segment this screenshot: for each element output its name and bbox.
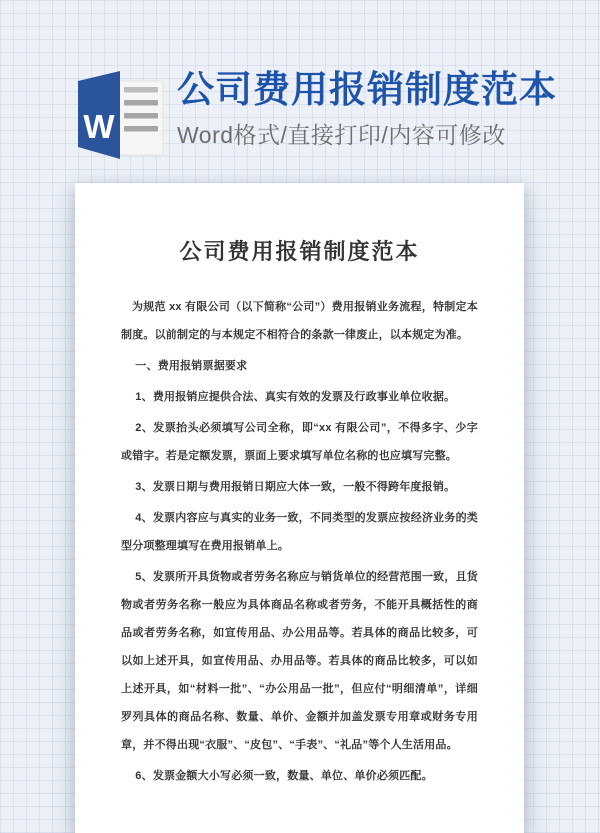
sheet-line	[124, 100, 158, 106]
document-page	[75, 183, 524, 833]
document-paragraph-4: 2、发票抬头必须填写公司全称，即“xx 有限公司”，不得多字、少字或错字。若是定额发票，票面上要求填写单位名称的也应填写完整。	[121, 422, 478, 462]
document-body	[121, 293, 478, 790]
document-paragraph-3: 1、费用报销应提供合法、真实有效的发票及行政事业单位收据。	[135, 391, 456, 403]
promo-banner	[75, 60, 557, 162]
banner-text	[177, 60, 557, 150]
sheet-line	[124, 87, 158, 93]
banner-title: 公司费用报销制度范本	[177, 69, 557, 110]
document-paragraph-6: 4、发票内容应与真实的业务一致，不同类型的发票应按经济业务的类型分项整理填写在费用报销单上。	[121, 512, 478, 552]
document-paragraph-5: 3、发票日期与费用报销日期应大体一致，一般不得跨年度报销。	[135, 481, 456, 493]
document-paragraph-8: 6、发票金额大小写必须一致，数量、单位、单价必须匹配。	[135, 770, 433, 782]
word-logo-letter: W	[83, 108, 115, 145]
document-paragraph-2: 一、费用报销票据要求	[135, 360, 248, 372]
document-paragraph-7: 5、发票所开具货物或者劳务名称应与销货单位的经营范围一致，且货物或者劳务名称一般应为具体商品名称或者劳务，不能开具概括性的商品或者劳务名称，如宣传用品、办公用品等。若具体的商品比较多，可以如上述开具，如宣传用品、办用品等。若具体的商品比较多，可以如上述开具，如“材料一批”、“办公用品一批”，但应付“明细清单”，详细罗列具体的商品名称、数量、单价、金额并加盖发票专用章或财务专用章，并不得出现“衣服”、“皮包”、“手表”、“礼品”等个人生活用品。	[121, 571, 478, 751]
banner-subtitle: Word格式/直接打印/内容可修改	[177, 121, 506, 148]
document-title: 公司费用报销制度范本	[179, 239, 420, 264]
document-paragraph-1: 为规范 xx 有限公司（以下简称“公司”）费用报销业务流程，特制定本制度。以前制定的与本规定不相符合的条款一律废止，以本规定为准。	[121, 301, 478, 341]
sheet-line	[124, 126, 158, 132]
sheet-line	[124, 113, 158, 119]
word-logo-icon	[75, 60, 167, 162]
